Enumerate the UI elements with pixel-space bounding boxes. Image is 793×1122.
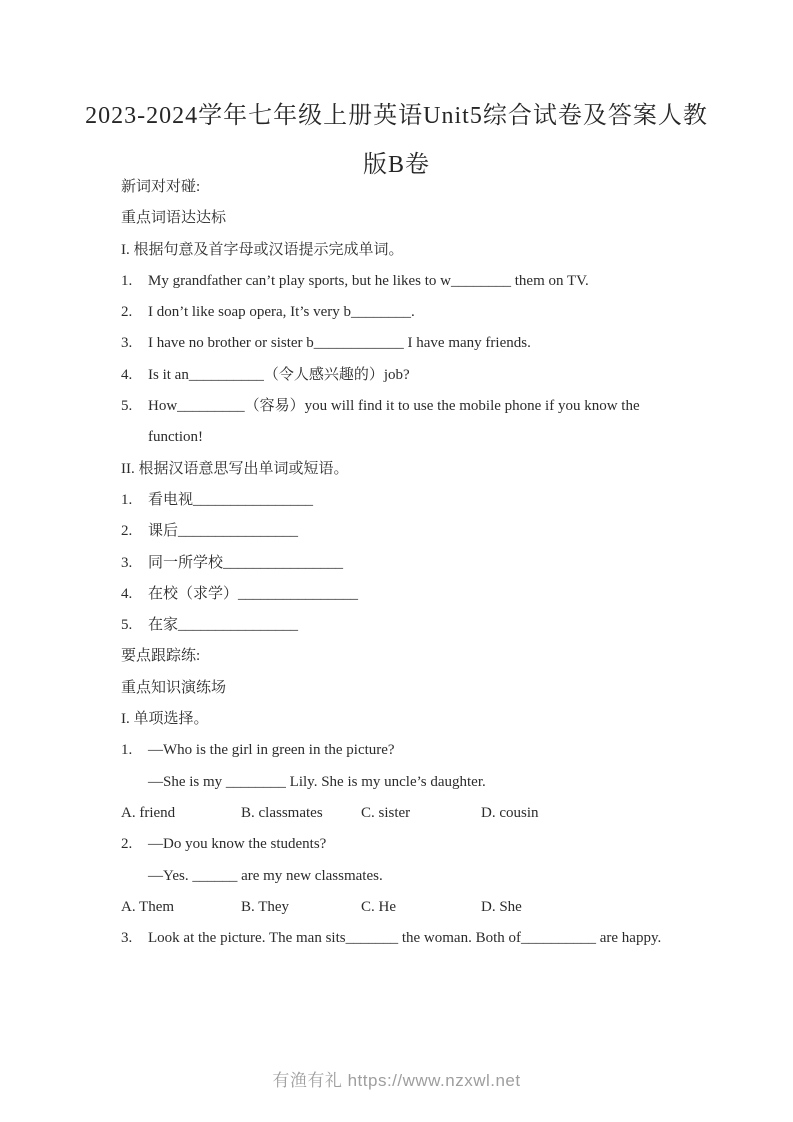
item-number: 1. [121, 272, 133, 289]
question-word-5 [121, 391, 701, 422]
item-number: 4. [121, 366, 133, 383]
question-phrase-4 [121, 579, 701, 610]
question-word-5-continued: function! [148, 429, 203, 446]
item-number: 5. [121, 617, 133, 634]
section-heading-choice: I. 单项选择。 [121, 711, 209, 728]
option-d: D. She [481, 898, 522, 915]
item-text: 在家________________ [148, 617, 299, 634]
option-a: A. Them [121, 898, 175, 915]
item-text: How_________（容易）you will find it to use the mobile phone if you know the [148, 398, 640, 415]
section-label-key-knowledge: 重点知识演练场 [121, 679, 227, 696]
section-heading-1: I. 根据句意及首字母或汉语提示完成单词。 [121, 241, 404, 258]
question-word-3 [121, 328, 701, 359]
item-text: 在校（求学）________________ [148, 585, 359, 602]
item-text: Is it an__________（令人感兴趣的）job? [148, 366, 410, 383]
title-line-2: 版B卷 [362, 152, 430, 178]
item-text: 课后________________ [148, 523, 299, 540]
option-c: C. He [361, 898, 396, 915]
question-choice-2-continued: —Yes. ______ are my new classmates. [148, 867, 383, 884]
item-text: —Do you know the students? [148, 836, 327, 853]
question-phrase-3 [121, 548, 701, 579]
question-phrase-2 [121, 516, 701, 547]
question-choice-3 [121, 923, 701, 954]
option-c: C. sister [361, 804, 411, 821]
item-text: 同一所学校________________ [148, 554, 344, 571]
title-line-1: 2023-2024学年七年级上册英语Unit5综合试卷及答案人教 [85, 103, 708, 129]
item-number: 3. [121, 554, 133, 571]
item-number: 2. [121, 304, 133, 321]
item-text: 看电视________________ [148, 491, 314, 508]
item-number: 3. [121, 335, 133, 352]
item-number: 1. [121, 742, 133, 759]
item-number: 5. [121, 398, 133, 415]
section-label-new-words: 新词对对碰: [121, 179, 201, 195]
option-a: A. friend [121, 804, 176, 821]
choice-2-options [121, 892, 701, 923]
document-body [121, 172, 701, 954]
item-number: 2. [121, 836, 133, 853]
option-d: D. cousin [481, 804, 539, 821]
question-word-4 [121, 360, 701, 391]
question-phrase-1 [121, 485, 701, 516]
item-number: 4. [121, 585, 133, 602]
question-word-2 [121, 297, 701, 328]
footer-watermark: 有渔有礼 https://www.nzxwl.net [272, 1071, 521, 1090]
question-choice-1 [121, 735, 701, 766]
question-phrase-5 [121, 610, 701, 641]
item-text: I don’t like soap opera, It’s very b________. [148, 304, 415, 321]
item-number: 3. [121, 930, 133, 947]
question-choice-2 [121, 829, 701, 860]
section-label-key-words: 重点词语达达标 [121, 210, 227, 227]
choice-1-options [121, 798, 701, 829]
question-choice-1-continued: —She is my ________ Lily. She is my uncle’s daughter. [148, 773, 486, 790]
question-word-1 [121, 266, 701, 297]
item-number: 2. [121, 523, 133, 540]
section-heading-2: II. 根据汉语意思写出单词或短语。 [121, 460, 349, 477]
item-text: Look at the picture. The man sits_______ the woman. Both of__________ are happy. [148, 930, 662, 947]
item-text: —Who is the girl in green in the picture? [148, 742, 395, 759]
item-number: 1. [121, 491, 133, 508]
item-text: I have no brother or sister b____________ I have many friends. [148, 335, 531, 352]
item-text: My grandfather can’t play sports, but he likes to w________ them on TV. [148, 272, 589, 289]
option-b: B. They [241, 898, 290, 915]
section-label-tracking-practice: 要点跟踪练: [121, 648, 201, 665]
option-b: B. classmates [241, 804, 323, 821]
